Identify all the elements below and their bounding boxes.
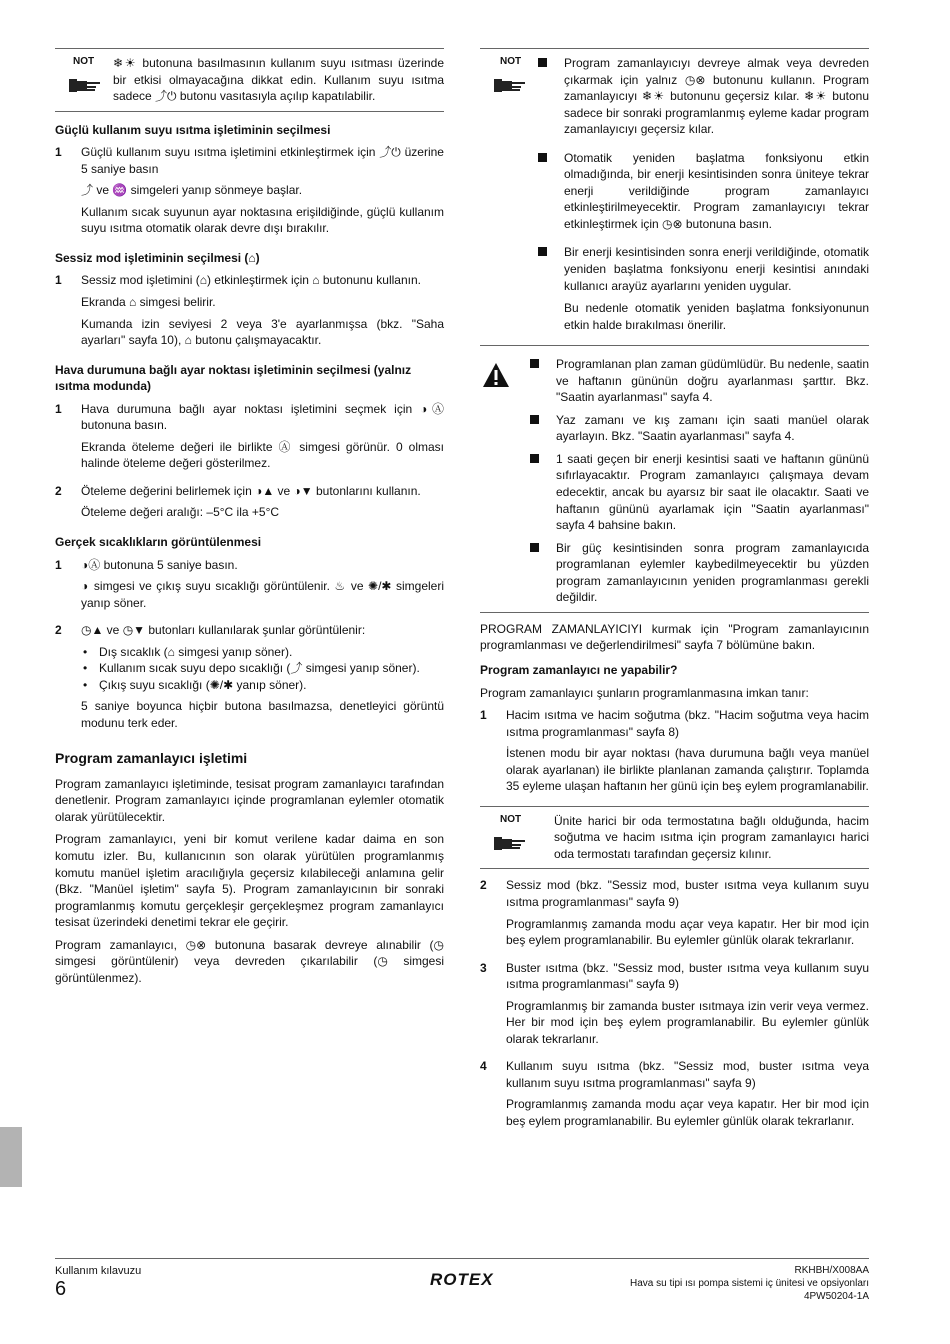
list-item: Programlanan plan zaman güdümlüdür. Bu nedenle, saatin ve haftanın gününün doğru ayarlanması şarttır. Bkz. "Saatin ayarlanması" sayfa 4. xyxy=(530,356,869,406)
paragraph: Program zamanlayıcı, ◷⊗ butonuna basarak devreye alınabilir (◷ simgesi görüntülenir) veya devreden çıkarılabilir (◷ simgesi görüntülenmez). xyxy=(55,937,444,985)
page-number: 6 xyxy=(55,1278,67,1300)
footer-divider xyxy=(55,1258,869,1259)
square-bullet-icon xyxy=(538,58,547,67)
note-text: Ünite harici bir oda termostatına bağlı olduğunda, hacim soğutma ve hacim ısıtma için program zamanlayıcı harici oda termostatı tarafından geçersiz kılınır. xyxy=(554,813,869,861)
square-bullet-icon xyxy=(538,247,547,256)
square-bullet-icon xyxy=(530,415,539,424)
paragraph: PROGRAM ZAMANLAYICIYI kurmak için "Program zamanlayıcının programlanması ve değerlendirilmesi" sayfa 7 bölümüne bakın. xyxy=(480,621,869,653)
list-item: 1 ◑Ⓐ butonuna 5 saniye basın. ◑ simgesi ve çıkış suyu sıcaklığı görüntülenir. ♨ ve ✺/✱ simgeleri yanıp söner. xyxy=(55,557,444,610)
section-heading: Sessiz mod işletiminin seçilmesi (⌂) xyxy=(55,250,260,265)
brand-logo: ROTEX xyxy=(430,1270,494,1289)
note-box xyxy=(55,49,444,112)
list-item: 1 Hava durumuna bağlı ayar noktası işletimini seçmek için ◑Ⓐ butonuna basın. Ekranda öteleme değeri ile birlikte Ⓐ simgesi görünür. 0 olması halinde öteleme değeri gösterilmez. xyxy=(55,401,444,471)
paragraph: Program zamanlayıcı şunların programlanmasına imkan tanır: xyxy=(480,685,809,700)
list-item: Program zamanlayıcıyı devreye almak veya devreden çıkarmak için yalnız ◷⊗ butonunu kullanın. Program zamanlayıcıyı ❄☀ butonunu geçersiz kılar. ❄☀ butonu sadece bir sonraki programlanmış eyleme kadar program zamanlayıcıyı geçersiz kılar. xyxy=(538,55,869,144)
list-item: 1 saati geçen bir enerji kesintisi saati ve haftanın gününü sıfırlayacaktır. Program zamanlayıcı çalışmaya devam edecektir, ancak bu ayarsız bir saat ile olacaktır. Saati ve haftanın gününü ayarlamak için "Saatin ayarlanması" sayfa 4 bahsine bakın. xyxy=(530,451,869,534)
note-label: NOT xyxy=(500,56,522,67)
note-box xyxy=(480,48,869,346)
list-item: Bir güç kesintisinden sonra program zamanlayıcıda programlanan eylemler kaybedilmeyecektir bu yüzden program zamanlayıcının yeniden programlanması gerekli değildir. xyxy=(530,540,869,606)
list-item: Yaz zamanı ve kış zamanı için saati manüel olarak ayarlayın. Bkz. "Saatin ayarlanması" sayfa 4. xyxy=(530,412,869,445)
footer-doc-type: Kullanım kılavuzu xyxy=(55,1265,142,1277)
footer-doc-info: RKHBH/X008AA Hava su tipi ısı pompa sistemi iç ünitesi ve opsiyonları 4PW50204-1A xyxy=(630,1265,869,1302)
section-heading: Gerçek sıcaklıkların görüntülenmesi xyxy=(55,535,262,550)
list-item: 2 Sessiz mod (bkz. "Sessiz mod, buster ısıtma veya kullanım suyu ısıtma programlanması" sayfa 9) Programlanmış zamanda modu açar veya kapatır. Her bir mod için beş eylem programlanabilir. Bu eylemler günlük olarak tekrarlanır. xyxy=(480,878,869,948)
square-bullet-icon xyxy=(530,359,539,368)
bullet-list: • Dış sıcaklık (⌂ simgesi yanıp söner). • Kullanım sıcak suyu depo sıcaklığı (⤴ simgesi yanıp söner). • Çıkış suyu sıcaklığı (✺/✱ yanıp söner). xyxy=(81,644,444,694)
list-item: 1 Hacim ısıtma ve hacim soğutma (bkz. "Hacim soğutma veya hacim ısıtma programlanması" sayfa 8) İstenen modu bir ayar noktası (hava durumuna bağlı veya manüel olarak ayarlanan) ile birlikte planlanan zamanda çalıştırır. Toplamda 35 eyleme ulaşan haftanın her günü için beş eylem programlanabilir. xyxy=(480,708,869,794)
side-tab xyxy=(0,1127,22,1187)
right-column xyxy=(480,48,869,1141)
section-heading: Program zamanlayıcı ne yapabilir? xyxy=(480,662,678,677)
pointing-hand-icon xyxy=(67,75,103,95)
list-item: 3 Buster ısıtma (bkz. "Sessiz mod, buster ısıtma veya kullanım suyu ısıtma programlanması" sayfa 9) Programlanmış bir zamanda buster ısıtmaya izin verir veya vermez. Her bir mod için beş eylem programlanabilir. Bu eylemler günlük olarak tekrarlanır. xyxy=(480,960,869,1046)
square-bullet-icon xyxy=(530,454,539,463)
list-item: Otomatik yeniden başlatma fonksiyonu etkin olmadığında, bir enerji kesintisinden sonra üniteye tekrar enerji verildiğinde program zamanlayıcı etkinleştirilmeyecektir. Program zamanlayıcıyı tekrar etkinleştirmek için ◷⊗ butonuna basın. xyxy=(538,150,869,239)
square-bullet-icon xyxy=(530,543,539,552)
note-label: NOT xyxy=(500,813,522,825)
section-heading: Güçlü kullanım suyu ısıtma işletiminin seçilmesi xyxy=(55,122,331,137)
pointing-hand-icon xyxy=(492,833,528,853)
list-item: Bir enerji kesintisinden sonra enerji verildiğinde, otomatik yeniden başlatma fonksiyonu enerji kesintisi anındaki kullanıcı arayüz ayarlarını yeniden uygular. Bu nedenle otomatik yeniden başlatma fonksiyonunun etkin halde bırakılması önerilir. xyxy=(538,244,869,333)
paragraph: Program zamanlayıcı işletiminde, tesisat program zamanlayıcı tarafından denetlenir. Program zamanlayıcı içinde programlanan eylemler otomatik olarak yürütülecektir. xyxy=(55,776,444,824)
warning-icon xyxy=(482,362,510,388)
list-item: 2 ◷▲ ve ◷▼ butonları kullanılarak şunlar görüntülenir: • Dış sıcaklık (⌂ simgesi yanıp söner). • Kullanım sıcak suyu depo sıcaklığı (⤴ simgesi yanıp söner). • Çıkış suyu sıcaklığı (✺/✱ yanıp söner). 5 saniye boyunca hiçbir butona basılmazsa, denetleyici görüntü modunu terk eder. xyxy=(55,622,444,736)
left-column xyxy=(55,48,444,992)
list-item: 1 Güçlü kullanım suyu ısıtma işletimini etkinleştirmek için ⤴⏻ üzerine 5 saniye basın ⤴ ve ♒ simgeleri yanıp sönmeye başlar. Kullanım sıcak suyunun ayar noktasına erişildiğinde, güçlü kullanım suyu ısıtma otomatik olarak devre dışı bırakılır. xyxy=(55,145,444,236)
list-item: 2 Öteleme değerini belirlemek için ◑▲ ve ◑▼ butonlarını kullanın. Öteleme değeri aralığı: –5°C ila +5°C xyxy=(55,483,421,520)
note-label: NOT xyxy=(73,56,95,67)
square-bullet-icon xyxy=(538,153,547,162)
pointing-hand-icon xyxy=(492,75,528,95)
section-heading: Hava durumuna bağlı ayar noktası işletiminin seçilmesi (yalnız ısıtma modunda) xyxy=(55,362,412,394)
note-box xyxy=(480,806,869,870)
list-item: 1 Sessiz mod işletimini (⌂) etkinleştirmek için ⌂ butonunu kullanın. Ekranda ⌂ simgesi belirir. Kumanda izin seviyesi 2 veya 3'e ayarlanmışsa (bkz. "Saha ayarları" sayfa 10), ⌂ butonu çalışmayacaktır. xyxy=(55,273,444,348)
paragraph: Program zamanlayıcı, yeni bir komut verilene kadar daima en son komutu izler. Bu, kullanıcının son olarak yürütülen programlanmış komutu manüel işletim aracılığıyla geçersiz kılabileceği anlamına gelir (Bkz. "Manüel işletim" sayfa 5). Program zamanlayıcının bir sonraki programlanmış komutu gerçekleşir gerçekleşmez program zamanlayıcı tesisat üzerindeki denetimi tekrar ele geçirir. xyxy=(55,832,444,930)
list-item: 4 Kullanım suyu ısıtma (bkz. "Sessiz mod, buster ısıtma veya kullanım suyu ısıtma programlanması" sayfa 9) Programlanmış zamanda modu açar veya kapatır. Her bir mod için beş eylem programlanabilir. Bu eylemler günlük olarak tekrarlanır. xyxy=(480,1059,869,1128)
note-text: ❄☀ butonuna basılmasının kullanım suyu ısıtması üzerinde bir etkisi olmayacağına dikkat edin. Kullanım suyu ısıtma sadece ⤴⏻ butonu vasıtasıyla açılıp kapatılabilir. xyxy=(113,56,444,104)
warning-box xyxy=(480,350,869,613)
section-title: Program zamanlayıcı işletimi xyxy=(55,749,248,766)
